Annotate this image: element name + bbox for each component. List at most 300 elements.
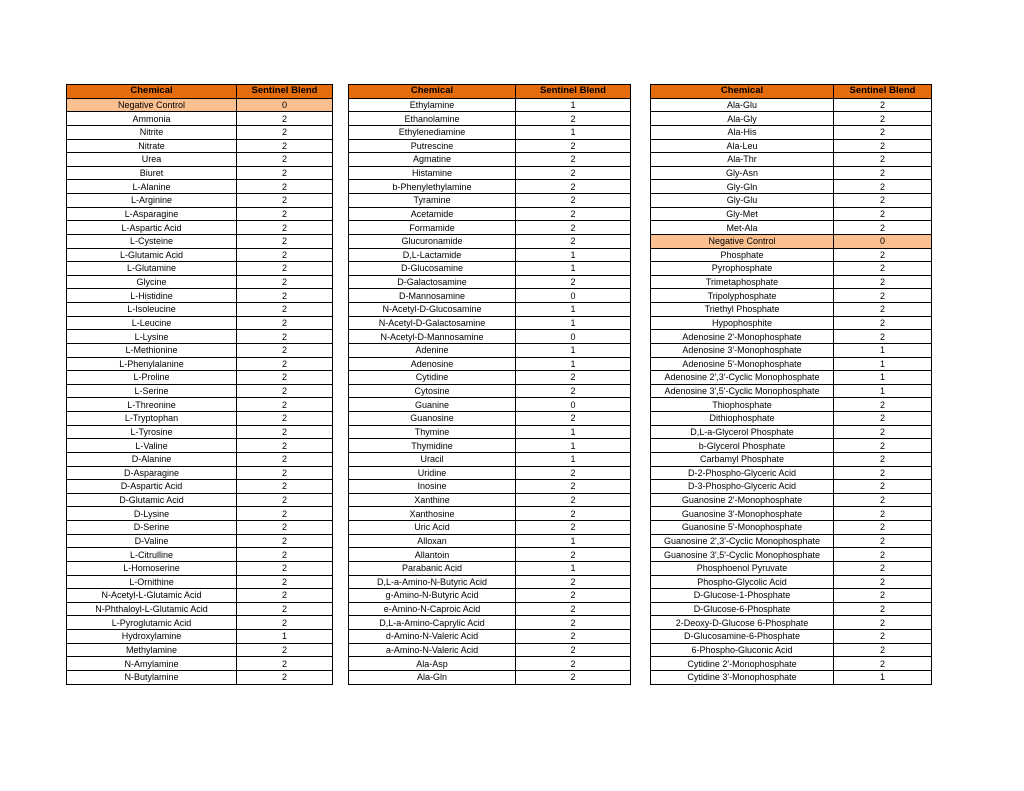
- table-row: [651, 180, 932, 194]
- sentinel-blend-cell: 2: [516, 589, 631, 603]
- sentinel-blend-cell: 2: [237, 330, 333, 344]
- chemical-cell: Ethylamine: [349, 98, 516, 112]
- table-row: [651, 452, 932, 466]
- table-row: [349, 289, 631, 303]
- table-row: [67, 575, 333, 589]
- chemical-cell: D-Galactosamine: [349, 275, 516, 289]
- sentinel-blend-cell: 1: [516, 125, 631, 139]
- chemical-cell: L-Glutamic Acid: [67, 248, 237, 262]
- chemical-cell: Uridine: [349, 466, 516, 480]
- chemical-cell: Ala-Asp: [349, 657, 516, 671]
- table-row: [349, 534, 631, 548]
- sentinel-blend-cell: 2: [237, 452, 333, 466]
- chemical-cell: D-Glucose-6-Phosphate: [651, 602, 834, 616]
- chemical-cell: D,L-a-Amino-Caprylic Acid: [349, 616, 516, 630]
- chemical-cell: Guanosine 2'-Monophosphate: [651, 493, 834, 507]
- table-row: [67, 616, 333, 630]
- table-row: [349, 343, 631, 357]
- sentinel-blend-cell: 2: [516, 139, 631, 153]
- sentinel-blend-cell: 2: [834, 425, 932, 439]
- chemical-cell: L-Leucine: [67, 316, 237, 330]
- table-row: [67, 412, 333, 426]
- chemical-cell: Nitrite: [67, 125, 237, 139]
- table-row: [349, 180, 631, 194]
- sentinel-blend-cell: 2: [516, 412, 631, 426]
- table-row: [651, 412, 932, 426]
- chemical-cell: N-Acetyl-L-Glutamic Acid: [67, 589, 237, 603]
- chemical-cell: L-Arginine: [67, 194, 237, 208]
- chemical-cell: Allantoin: [349, 548, 516, 562]
- chemical-cell: Thiophosphate: [651, 398, 834, 412]
- sentinel-blend-cell: 2: [237, 425, 333, 439]
- chemical-cell: Nitrate: [67, 139, 237, 153]
- sentinel-blend-cell: 2: [237, 194, 333, 208]
- table-row: [651, 439, 932, 453]
- table-row: [651, 112, 932, 126]
- sentinel-blend-cell: 1: [237, 630, 333, 644]
- table-row: [67, 221, 333, 235]
- sentinel-blend-cell: 2: [516, 153, 631, 167]
- chemical-cell: Trimetaphosphate: [651, 275, 834, 289]
- table-row: [349, 398, 631, 412]
- sentinel-blend-cell: 2: [237, 643, 333, 657]
- table-row: [651, 98, 932, 112]
- table-row: [349, 616, 631, 630]
- table-row: [349, 589, 631, 603]
- sentinel-blend-cell: 1: [834, 384, 932, 398]
- table-row: [67, 425, 333, 439]
- sentinel-blend-cell: 1: [516, 303, 631, 317]
- chemical-cell: Tyramine: [349, 194, 516, 208]
- sentinel-blend-cell: 2: [834, 480, 932, 494]
- chemical-cell: D-Lysine: [67, 507, 237, 521]
- sentinel-blend-cell: 1: [516, 439, 631, 453]
- chemical-cell: Hypophosphite: [651, 316, 834, 330]
- sentinel-blend-cell: 2: [516, 493, 631, 507]
- table-row: [349, 657, 631, 671]
- table-row: [349, 98, 631, 112]
- table-row: [67, 248, 333, 262]
- sentinel-blend-cell: 1: [834, 357, 932, 371]
- chemical-cell: Alloxan: [349, 534, 516, 548]
- table-row: [349, 139, 631, 153]
- sentinel-blend-cell: 1: [516, 262, 631, 276]
- chemical-cell: Formamide: [349, 221, 516, 235]
- chemical-cell: Adenosine 3'-Monophosphate: [651, 343, 834, 357]
- sentinel-blend-cell: 2: [516, 630, 631, 644]
- sentinel-blend-cell: 2: [834, 602, 932, 616]
- sentinel-blend-cell: 0: [516, 289, 631, 303]
- chemical-cell: Uracil: [349, 452, 516, 466]
- table-row: [349, 234, 631, 248]
- chemical-cell: D-2-Phospho-Glyceric Acid: [651, 466, 834, 480]
- sentinel-blend-cell: 2: [516, 371, 631, 385]
- chemical-cell: D,L-a-Glycerol Phosphate: [651, 425, 834, 439]
- chemical-cell: Cytidine 3'-Monophosphate: [651, 670, 834, 684]
- sentinel-blend-cell: 2: [237, 248, 333, 262]
- sentinel-blend-cell: 2: [834, 303, 932, 317]
- table-row: [67, 275, 333, 289]
- sentinel-blend-cell: 2: [237, 384, 333, 398]
- table-row: [349, 630, 631, 644]
- sentinel-blend-cell: 2: [237, 275, 333, 289]
- sentinel-blend-cell: 1: [516, 98, 631, 112]
- table-row: [349, 262, 631, 276]
- sentinel-blend-cell: 2: [834, 139, 932, 153]
- sentinel-blend-cell: 1: [516, 316, 631, 330]
- chemical-cell: e-Amino-N-Caproic Acid: [349, 602, 516, 616]
- sentinel-blend-cell: 2: [834, 493, 932, 507]
- chemical-cell: Ethanolamine: [349, 112, 516, 126]
- sentinel-blend-cell: 2: [834, 153, 932, 167]
- chemical-cell: D-Aspartic Acid: [67, 480, 237, 494]
- chemical-cell: D-Mannosamine: [349, 289, 516, 303]
- sentinel-blend-cell: 1: [516, 534, 631, 548]
- chemical-cell: Guanosine 2',3'-Cyclic Monophosphate: [651, 534, 834, 548]
- table-row: [651, 139, 932, 153]
- sentinel-blend-cell: 2: [834, 589, 932, 603]
- table-row: [651, 670, 932, 684]
- chemical-cell: Ala-Gln: [349, 670, 516, 684]
- chemical-cell: Dithiophosphate: [651, 412, 834, 426]
- chemical-cell: Gly-Met: [651, 207, 834, 221]
- table-row: [651, 507, 932, 521]
- table-row: [349, 452, 631, 466]
- chemical-cell: Met-Ala: [651, 221, 834, 235]
- table-row: [67, 589, 333, 603]
- table-row: [67, 234, 333, 248]
- table-row: [349, 670, 631, 684]
- chemical-cell: Ala-Thr: [651, 153, 834, 167]
- chemical-cell: Guanine: [349, 398, 516, 412]
- sentinel-blend-cell: 2: [516, 194, 631, 208]
- chemical-cell: Thymine: [349, 425, 516, 439]
- chemical-cell: Ala-Leu: [651, 139, 834, 153]
- chemical-cell: L-Serine: [67, 384, 237, 398]
- table-row: [67, 384, 333, 398]
- table-row: [349, 166, 631, 180]
- table-row: [67, 98, 333, 112]
- table-row: [67, 630, 333, 644]
- chemical-cell: Carbamyl Phosphate: [651, 452, 834, 466]
- sentinel-blend-cell: 2: [516, 643, 631, 657]
- table-row: [349, 357, 631, 371]
- sentinel-blend-cell: 1: [516, 357, 631, 371]
- sentinel-blend-cell: 2: [834, 616, 932, 630]
- chemical-cell: Ethylenediamine: [349, 125, 516, 139]
- table-row: [67, 153, 333, 167]
- table-row: [349, 371, 631, 385]
- sentinel-blend-cell: 2: [516, 480, 631, 494]
- table-row: [651, 303, 932, 317]
- table-row: [349, 316, 631, 330]
- sentinel-blend-cell: 2: [237, 221, 333, 235]
- chemical-cell: L-Threonine: [67, 398, 237, 412]
- chemical-cell: D-Glucosamine-6-Phosphate: [651, 630, 834, 644]
- chemical-table-3: [650, 84, 932, 685]
- chemical-cell: L-Valine: [67, 439, 237, 453]
- sentinel-blend-cell: 2: [834, 452, 932, 466]
- table-row: [651, 657, 932, 671]
- table-row: [349, 561, 631, 575]
- chemical-cell: Uric Acid: [349, 521, 516, 535]
- table-row: [349, 643, 631, 657]
- chemical-cell: Adenosine 5'-Monophosphate: [651, 357, 834, 371]
- sentinel-blend-cell: 2: [834, 657, 932, 671]
- table-row: [67, 125, 333, 139]
- sentinel-blend-cell: 2: [237, 657, 333, 671]
- sentinel-blend-cell: 2: [834, 289, 932, 303]
- sentinel-blend-cell: 2: [516, 575, 631, 589]
- table-row: [349, 575, 631, 589]
- chemical-cell: N-Acetyl-D-Glucosamine: [349, 303, 516, 317]
- chemical-cell: L-Tryptophan: [67, 412, 237, 426]
- table-row: [349, 425, 631, 439]
- sentinel-blend-cell: 2: [237, 166, 333, 180]
- table-row: [651, 493, 932, 507]
- column-header-sentinel-blend: Sentinel Blend: [516, 85, 631, 99]
- sentinel-blend-cell: 1: [516, 425, 631, 439]
- chemical-cell: Gly-Gln: [651, 180, 834, 194]
- chemical-cell: Guanosine 3',5'-Cyclic Monophosphate: [651, 548, 834, 562]
- chemical-cell: Guanosine 5'-Monophosphate: [651, 521, 834, 535]
- chemical-cell: Ala-Glu: [651, 98, 834, 112]
- chemical-cell: D-Valine: [67, 534, 237, 548]
- table-row: [67, 166, 333, 180]
- chemical-cell: D-Alanine: [67, 452, 237, 466]
- chemical-cell: Methylamine: [67, 643, 237, 657]
- chemical-cell: L-Aspartic Acid: [67, 221, 237, 235]
- table-row: [651, 480, 932, 494]
- sentinel-blend-cell: 2: [516, 466, 631, 480]
- table-row: [349, 112, 631, 126]
- chemical-cell: Xanthine: [349, 493, 516, 507]
- sentinel-blend-cell: 0: [237, 98, 333, 112]
- chemical-cell: L-Tyrosine: [67, 425, 237, 439]
- chemical-cell: L-Histidine: [67, 289, 237, 303]
- chemical-cell: D-Glutamic Acid: [67, 493, 237, 507]
- chemical-cell: Ammonia: [67, 112, 237, 126]
- sentinel-blend-cell: 2: [237, 616, 333, 630]
- sentinel-blend-cell: 2: [237, 139, 333, 153]
- chemical-cell: L-Citrulline: [67, 548, 237, 562]
- sentinel-blend-cell: 2: [237, 398, 333, 412]
- chemical-cell: L-Phenylalanine: [67, 357, 237, 371]
- sentinel-blend-cell: 2: [834, 248, 932, 262]
- sentinel-blend-cell: 2: [237, 507, 333, 521]
- table-row: [67, 534, 333, 548]
- sentinel-blend-cell: 2: [237, 343, 333, 357]
- chemical-cell: N-Acetyl-D-Galactosamine: [349, 316, 516, 330]
- sentinel-blend-cell: 2: [237, 303, 333, 317]
- table-row: [651, 343, 932, 357]
- sentinel-blend-cell: 2: [834, 262, 932, 276]
- table-row: [67, 480, 333, 494]
- table-row: [349, 303, 631, 317]
- sentinel-blend-cell: 2: [516, 602, 631, 616]
- table-row: [67, 493, 333, 507]
- sentinel-blend-cell: 1: [516, 343, 631, 357]
- chemical-cell: 6-Phospho-Gluconic Acid: [651, 643, 834, 657]
- chemical-cell: Cytosine: [349, 384, 516, 398]
- chemical-cell: N-Acetyl-D-Mannosamine: [349, 330, 516, 344]
- table-row: [67, 452, 333, 466]
- table-row: [67, 602, 333, 616]
- sentinel-blend-cell: 2: [516, 180, 631, 194]
- table-row: [349, 275, 631, 289]
- sentinel-blend-cell: 2: [237, 412, 333, 426]
- chemical-cell: Glucuronamide: [349, 234, 516, 248]
- table-row: [349, 480, 631, 494]
- table-row: [651, 275, 932, 289]
- sentinel-blend-cell: 2: [516, 616, 631, 630]
- sentinel-blend-cell: 2: [834, 180, 932, 194]
- sentinel-blend-cell: 2: [834, 194, 932, 208]
- chemical-cell: Adenosine 2',3'-Cyclic Monophosphate: [651, 371, 834, 385]
- chemical-cell: N-Butylamine: [67, 670, 237, 684]
- sentinel-blend-cell: 1: [834, 343, 932, 357]
- sentinel-blend-cell: 2: [834, 166, 932, 180]
- chemical-cell: Pyrophosphate: [651, 262, 834, 276]
- chemical-cell: L-Proline: [67, 371, 237, 385]
- table-row: [67, 548, 333, 562]
- chemical-cell: b-Phenylethylamine: [349, 180, 516, 194]
- sentinel-blend-cell: 2: [834, 98, 932, 112]
- chemical-cell: L-Methionine: [67, 343, 237, 357]
- sentinel-blend-cell: 2: [834, 643, 932, 657]
- chemical-cell: D-3-Phospho-Glyceric Acid: [651, 480, 834, 494]
- sentinel-blend-cell: 2: [834, 507, 932, 521]
- table-row: [651, 548, 932, 562]
- table-row: [67, 112, 333, 126]
- table-row: [651, 234, 932, 248]
- table-row: [67, 343, 333, 357]
- chemical-cell: Gly-Glu: [651, 194, 834, 208]
- chemical-cell: Cytidine: [349, 371, 516, 385]
- table-row: [651, 166, 932, 180]
- sentinel-blend-cell: 2: [516, 234, 631, 248]
- sentinel-blend-cell: 2: [834, 330, 932, 344]
- chemical-cell: L-Pyroglutamic Acid: [67, 616, 237, 630]
- table-row: [651, 521, 932, 535]
- sentinel-blend-cell: 2: [237, 466, 333, 480]
- chemical-cell: L-Ornithine: [67, 575, 237, 589]
- sentinel-blend-cell: 2: [516, 112, 631, 126]
- table-row: [67, 507, 333, 521]
- column-header-sentinel-blend: Sentinel Blend: [834, 85, 932, 99]
- table-row: [67, 316, 333, 330]
- table-row: [67, 670, 333, 684]
- table-row: [651, 371, 932, 385]
- chemical-cell: L-Glutamine: [67, 262, 237, 276]
- sentinel-blend-cell: 1: [834, 371, 932, 385]
- sentinel-blend-cell: 2: [237, 575, 333, 589]
- chemical-cell: Tripolyphosphate: [651, 289, 834, 303]
- sentinel-blend-cell: 2: [516, 548, 631, 562]
- chemical-cell: Phosphate: [651, 248, 834, 262]
- table-row: [349, 207, 631, 221]
- chemical-cell: Adenine: [349, 343, 516, 357]
- sentinel-blend-cell: 2: [516, 221, 631, 235]
- table-row: [651, 616, 932, 630]
- table-row: [349, 125, 631, 139]
- chemical-cell: Thymidine: [349, 439, 516, 453]
- chemical-cell: Negative Control: [67, 98, 237, 112]
- sentinel-blend-cell: 2: [237, 125, 333, 139]
- chemical-cell: L-Alanine: [67, 180, 237, 194]
- table-row: [651, 289, 932, 303]
- sentinel-blend-cell: 2: [237, 602, 333, 616]
- chemical-cell: Gly-Asn: [651, 166, 834, 180]
- chemical-cell: Parabanic Acid: [349, 561, 516, 575]
- table-row: [67, 643, 333, 657]
- sentinel-blend-cell: 2: [834, 630, 932, 644]
- sentinel-blend-cell: 2: [516, 384, 631, 398]
- chemical-cell: Adenosine 2'-Monophosphate: [651, 330, 834, 344]
- chemical-cell: Phosphoenol Pyruvate: [651, 561, 834, 575]
- table-row: [67, 439, 333, 453]
- chemical-cell: L-Isoleucine: [67, 303, 237, 317]
- chemical-cell: a-Amino-N-Valeric Acid: [349, 643, 516, 657]
- table-row: [349, 439, 631, 453]
- table-row: [349, 221, 631, 235]
- sentinel-blend-cell: 2: [834, 112, 932, 126]
- chemical-table-2: [348, 84, 631, 685]
- table-row: [67, 398, 333, 412]
- sentinel-blend-cell: 1: [516, 561, 631, 575]
- chemical-cell: Hydroxylamine: [67, 630, 237, 644]
- chemical-cell: Guanosine: [349, 412, 516, 426]
- sentinel-blend-cell: 2: [237, 207, 333, 221]
- sentinel-blend-cell: 1: [834, 670, 932, 684]
- sentinel-blend-cell: 2: [237, 112, 333, 126]
- table-row: [349, 507, 631, 521]
- table-row: [651, 153, 932, 167]
- chemical-cell: d-Amino-N-Valeric Acid: [349, 630, 516, 644]
- sentinel-blend-cell: 2: [834, 221, 932, 235]
- chemical-cell: Inosine: [349, 480, 516, 494]
- sentinel-blend-cell: 2: [516, 521, 631, 535]
- table-row: [651, 643, 932, 657]
- sentinel-blend-cell: 2: [237, 493, 333, 507]
- sentinel-blend-cell: 2: [516, 166, 631, 180]
- table-row: [349, 330, 631, 344]
- sentinel-blend-cell: 2: [834, 534, 932, 548]
- sentinel-blend-cell: 2: [237, 670, 333, 684]
- chemical-cell: Triethyl Phosphate: [651, 303, 834, 317]
- sentinel-blend-cell: 2: [237, 480, 333, 494]
- column-header-chemical: Chemical: [349, 85, 516, 99]
- sentinel-blend-cell: 0: [516, 398, 631, 412]
- sentinel-blend-cell: 0: [834, 234, 932, 248]
- sentinel-blend-cell: 1: [516, 452, 631, 466]
- table-row: [651, 630, 932, 644]
- table-row: [651, 602, 932, 616]
- chemical-cell: Agmatine: [349, 153, 516, 167]
- chemical-cell: Adenosine 3',5'-Cyclic Monophosphate: [651, 384, 834, 398]
- chemical-cell: L-Lysine: [67, 330, 237, 344]
- sentinel-blend-cell: 2: [237, 439, 333, 453]
- chemical-cell: L-Cysteine: [67, 234, 237, 248]
- chemical-cell: D-Glucose-1-Phosphate: [651, 589, 834, 603]
- table-row: [349, 248, 631, 262]
- table-row: [67, 262, 333, 276]
- sentinel-blend-cell: 2: [834, 466, 932, 480]
- sentinel-blend-cell: 2: [516, 507, 631, 521]
- table-row: [651, 125, 932, 139]
- table-row: [349, 384, 631, 398]
- header-row: [67, 85, 333, 99]
